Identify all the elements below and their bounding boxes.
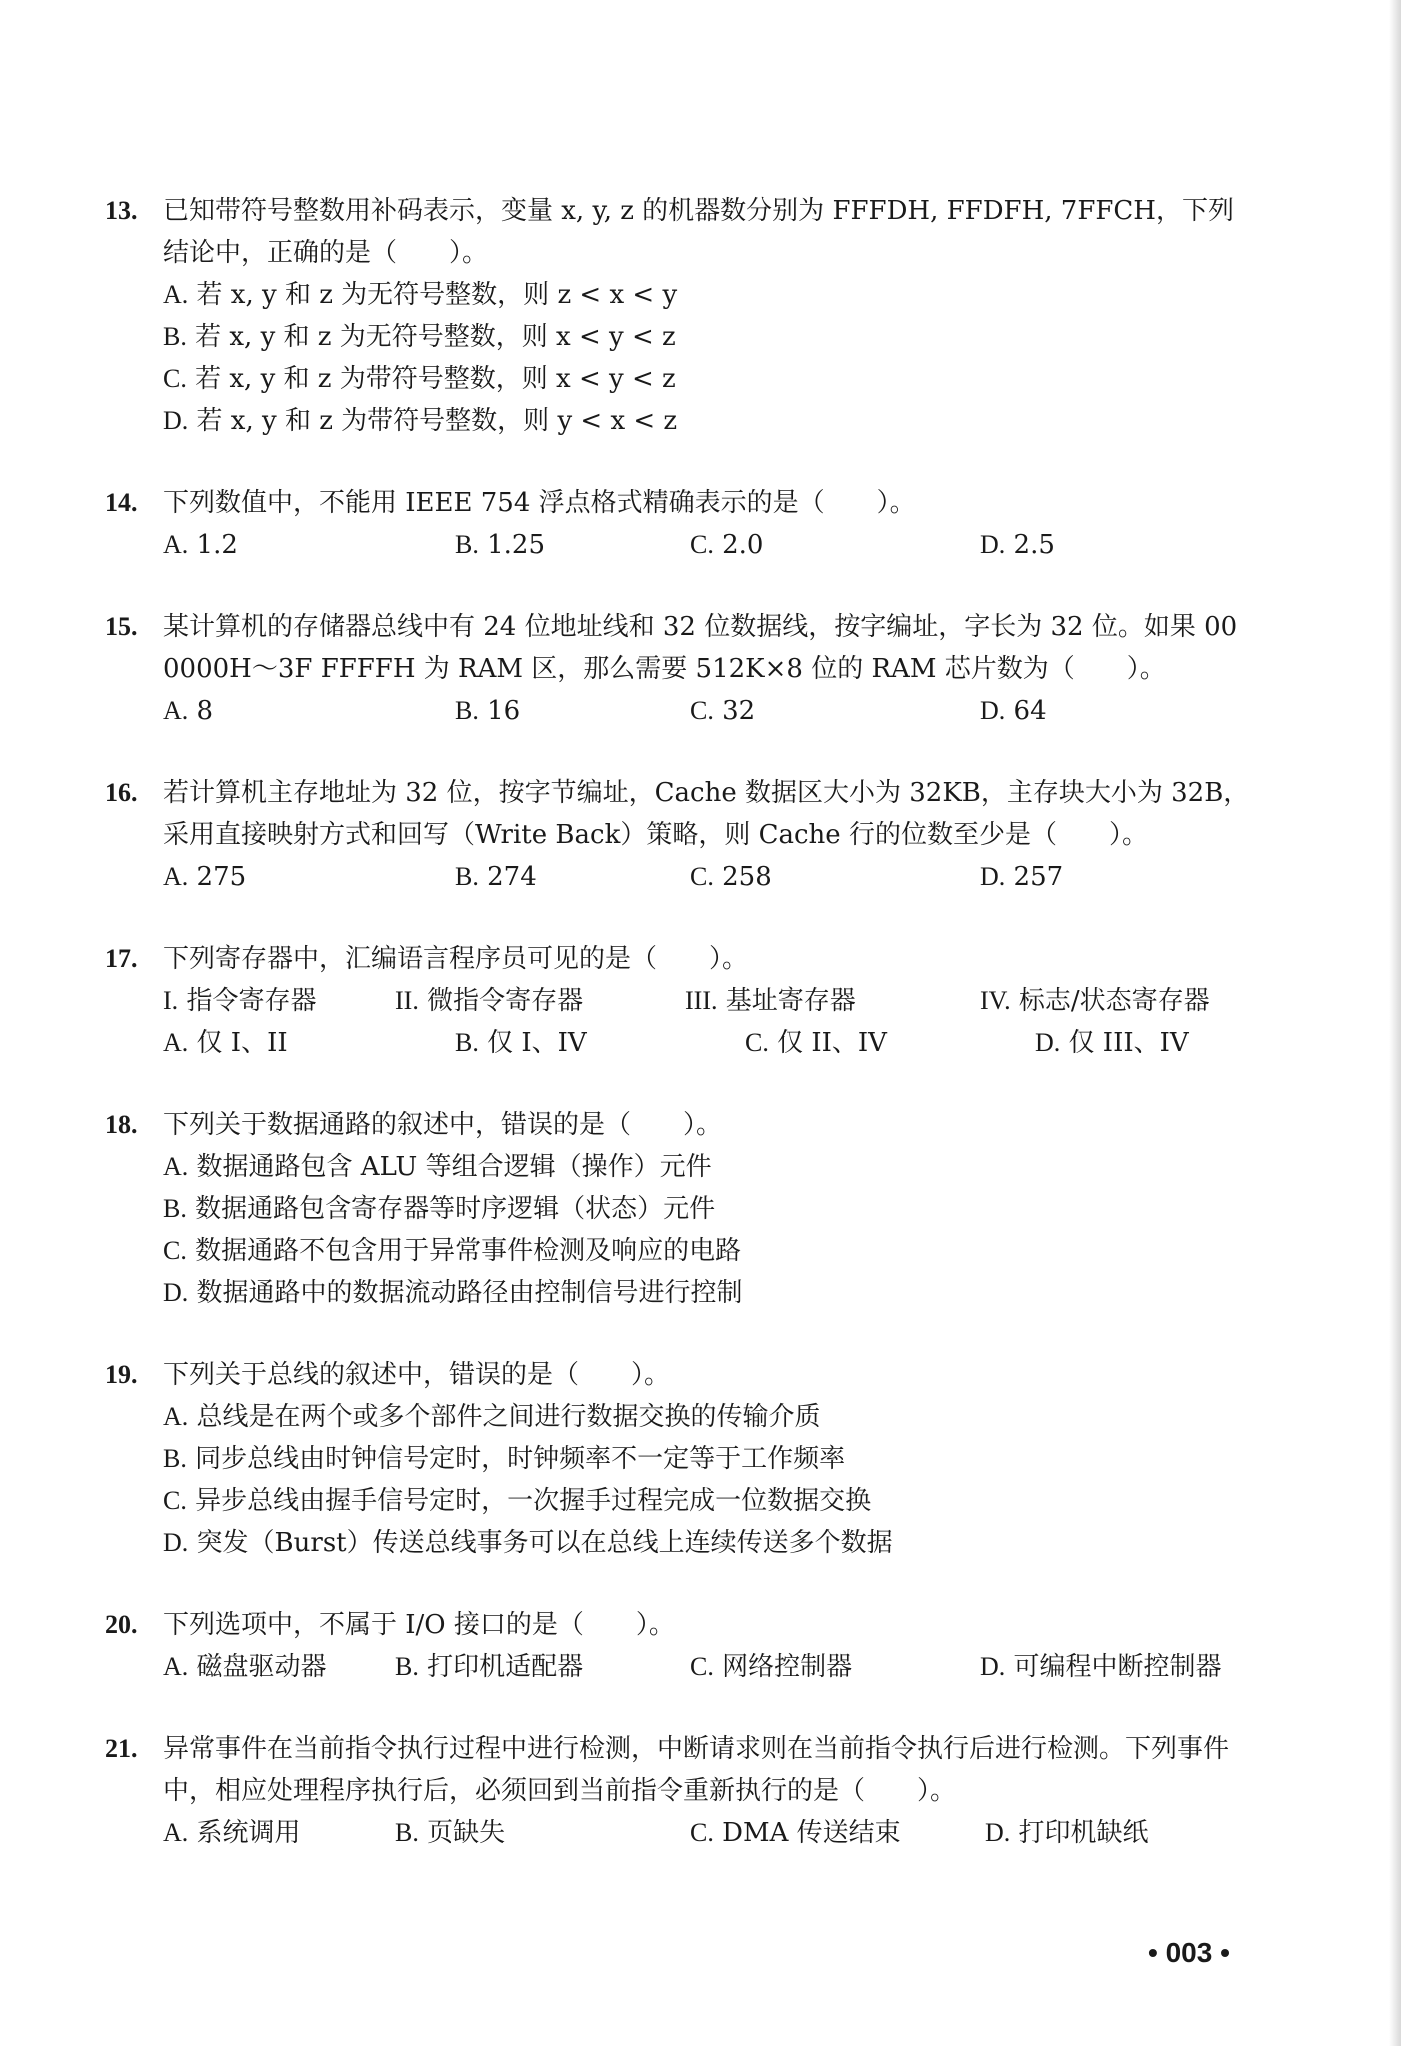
option-text: 若 x, y 和 z 为无符号整数，则 z < x < y (196, 280, 678, 310)
option-a (0, 1146, 1401, 1188)
option-a (163, 1022, 288, 1064)
option-letter: B. (163, 322, 187, 351)
question-15 (0, 606, 1401, 732)
option-text: 突发（Burst）传送总线事务可以在总线上连续传送多个数据 (196, 1528, 893, 1558)
question-20 (0, 1604, 1401, 1688)
question-number: 13. (105, 196, 138, 225)
option-c (0, 1480, 1401, 1522)
options-row (0, 1646, 1401, 1688)
question-stem: 异常事件在当前指令执行过程中进行检测，中断请求则在当前指令执行后进行检测。下列事件中，相应处理程序执行后，必须回到当前指令重新执行的是（ ）。 (163, 1734, 1230, 1806)
option-letter: C. (690, 1818, 714, 1847)
question-list (0, 190, 1401, 1854)
option-text: 275 (196, 862, 247, 892)
item-text: 指令寄存器 (186, 986, 317, 1016)
option-letter: D. (163, 1528, 189, 1557)
option-letter: B. (395, 1652, 419, 1681)
option-letter: C. (163, 1236, 187, 1265)
option-text: 64 (1013, 696, 1047, 726)
option-text: 若 x, y 和 z 为带符号整数，则 x < y < z (195, 364, 676, 394)
question-17 (0, 938, 1401, 1064)
option-d (0, 1522, 1401, 1564)
option-c (745, 1022, 887, 1064)
option-letter: A. (163, 1152, 189, 1181)
item-i (163, 980, 316, 1022)
option-b (0, 1438, 1401, 1480)
question-stem: 下列寄存器中，汇编语言程序员可见的是（ ）。 (163, 944, 749, 974)
option-letter: C. (690, 530, 714, 559)
option-text: 磁盘驱动器 (196, 1652, 327, 1682)
option-letter: A. (163, 1652, 189, 1681)
option-letter: C. (163, 1486, 187, 1515)
option-letter: C. (745, 1028, 769, 1057)
item-numeral: II. (395, 986, 419, 1015)
option-text: 258 (722, 862, 772, 892)
option-letter: B. (455, 530, 479, 559)
question-number: 14. (105, 488, 138, 517)
option-text: 仅 II、IV (777, 1028, 887, 1058)
option-c (690, 524, 763, 566)
option-d (985, 1812, 1149, 1854)
question-16 (0, 772, 1401, 898)
question-number: 20. (105, 1610, 138, 1639)
option-a (163, 1646, 327, 1688)
option-letter: D. (980, 696, 1006, 725)
option-letter: A. (163, 1818, 189, 1847)
option-b (455, 856, 537, 898)
option-text: 可编程中断控制器 (1013, 1652, 1222, 1682)
options-row (0, 524, 1401, 566)
question-stem: 若计算机主存地址为 32 位，按字节编址，Cache 数据区大小为 32KB，主存块大小为 32B，采用直接映射方式和回写（Write Back）策略，则 Cache 行的位数至少是（ ）。 (163, 778, 1250, 850)
option-text: 数据通路包含寄存器等时序逻辑（状态）元件 (195, 1194, 716, 1224)
option-c (690, 1646, 852, 1688)
option-d (980, 524, 1055, 566)
option-a (163, 1812, 301, 1854)
question-number: 15. (105, 612, 138, 641)
option-c (690, 856, 772, 898)
option-text: 同步总线由时钟信号定时，时钟频率不一定等于工作频率 (195, 1444, 846, 1474)
option-letter: B. (455, 1028, 479, 1057)
option-letter: D. (1035, 1028, 1061, 1057)
option-b (395, 1646, 583, 1688)
option-c (690, 690, 755, 732)
option-text: 数据通路不包含用于异常事件检测及响应的电路 (195, 1236, 742, 1266)
options-row (0, 856, 1401, 898)
item-numeral: III. (685, 986, 718, 1015)
option-text: 257 (1013, 862, 1064, 892)
options-row (0, 1022, 1401, 1064)
option-text: DMA 传送结束 (722, 1818, 901, 1848)
option-text: 系统调用 (196, 1818, 301, 1848)
option-d (0, 1272, 1401, 1314)
option-text: 32 (722, 696, 756, 726)
option-text: 网络控制器 (722, 1652, 853, 1682)
question-stem: 下列选项中，不属于 I/O 接口的是（ ）。 (163, 1610, 675, 1640)
item-ii (395, 980, 583, 1022)
option-b (0, 1188, 1401, 1230)
option-b (455, 524, 545, 566)
option-text: 2.5 (1013, 530, 1055, 560)
options-row (0, 1812, 1401, 1854)
item-iii (685, 980, 856, 1022)
options-row (0, 690, 1401, 732)
question-number: 16. (105, 778, 138, 807)
option-text: 总线是在两个或多个部件之间进行数据交换的传输介质 (196, 1402, 821, 1432)
option-text: 数据通路中的数据流动路径由控制信号进行控制 (196, 1278, 743, 1308)
option-letter: C. (690, 696, 714, 725)
option-letter: D. (163, 1278, 189, 1307)
option-d (0, 400, 1401, 442)
option-d (980, 1646, 1222, 1688)
option-a (163, 690, 213, 732)
option-letter: D. (163, 406, 189, 435)
question-stem: 已知带符号整数用补码表示，变量 x, y, z 的机器数分别为 FFFDH, FFDFH, 7FFCH，下列结论中，正确的是（ ）。 (163, 196, 1234, 268)
option-letter: A. (163, 862, 189, 891)
option-c (690, 1812, 901, 1854)
option-letter: D. (980, 862, 1006, 891)
option-letter: B. (455, 696, 479, 725)
option-letter: C. (163, 364, 187, 393)
item-iv (980, 980, 1210, 1022)
option-text: 274 (487, 862, 537, 892)
option-d (1035, 1022, 1189, 1064)
question-number: 18. (105, 1110, 138, 1139)
option-letter: B. (163, 1194, 187, 1223)
option-text: 打印机缺纸 (1018, 1818, 1149, 1848)
item-text: 基址寄存器 (725, 986, 856, 1016)
option-d (980, 856, 1063, 898)
option-a (0, 1396, 1401, 1438)
item-numeral: I. (163, 986, 179, 1015)
question-19 (0, 1354, 1401, 1564)
option-letter: A. (163, 1402, 189, 1431)
item-text: 微指令寄存器 (427, 986, 584, 1016)
question-14 (0, 482, 1401, 566)
option-text: 1.2 (196, 530, 238, 560)
option-letter: D. (980, 1652, 1006, 1681)
question-number: 19. (105, 1360, 138, 1389)
option-b (0, 316, 1401, 358)
page-number: • 003 • (1148, 1937, 1230, 1968)
option-letter: D. (985, 1818, 1011, 1847)
option-a (0, 274, 1401, 316)
option-a (163, 524, 238, 566)
option-text: 1.25 (487, 530, 545, 560)
option-letter: A. (163, 1028, 189, 1057)
option-a (163, 856, 246, 898)
option-text: 若 x, y 和 z 为带符号整数，则 y < x < z (196, 406, 678, 436)
option-text: 仅 I、IV (487, 1028, 587, 1058)
option-c (0, 1230, 1401, 1272)
option-letter: C. (690, 1652, 714, 1681)
option-text: 页缺失 (427, 1818, 506, 1848)
question-18 (0, 1104, 1401, 1314)
question-number: 17. (105, 944, 138, 973)
option-letter: D. (980, 530, 1006, 559)
option-text: 打印机适配器 (427, 1652, 584, 1682)
option-letter: A. (163, 696, 189, 725)
option-text: 16 (487, 696, 521, 726)
option-text: 数据通路包含 ALU 等组合逻辑（操作）元件 (196, 1152, 712, 1182)
option-b (455, 1022, 587, 1064)
option-c (0, 358, 1401, 400)
question-stem: 下列关于总线的叙述中，错误的是（ ）。 (163, 1360, 671, 1390)
option-text: 8 (196, 696, 214, 726)
option-text: 2.0 (722, 530, 764, 560)
option-letter: C. (690, 862, 714, 891)
option-letter: B. (395, 1818, 419, 1847)
option-letter: B. (455, 862, 479, 891)
option-letter: B. (163, 1444, 187, 1473)
option-text: 仅 I、II (196, 1028, 288, 1058)
option-text: 若 x, y 和 z 为无符号整数，则 x < y < z (195, 322, 676, 352)
item-text: 标志/状态寄存器 (1018, 986, 1210, 1016)
option-b (455, 690, 520, 732)
option-text: 仅 III、IV (1068, 1028, 1189, 1058)
question-21 (0, 1728, 1401, 1854)
item-numeral: IV. (980, 986, 1011, 1015)
question-stem: 某计算机的存储器总线中有 24 位地址线和 32 位数据线，按字编址，字长为 32 位。如果 00 0000H～3F FFFFH 为 RAM 区，那么需要 512K×8 位的 RAM 芯片数为（ ）。 (163, 612, 1238, 684)
question-13 (0, 190, 1401, 442)
option-b (395, 1812, 505, 1854)
items-row (0, 980, 1401, 1022)
question-stem: 下列关于数据通路的叙述中，错误的是（ ）。 (163, 1110, 723, 1140)
option-d (980, 690, 1047, 732)
option-text: 异步总线由握手信号定时，一次握手过程完成一位数据交换 (195, 1486, 872, 1516)
option-letter: A. (163, 530, 189, 559)
option-letter: A. (163, 280, 189, 309)
question-stem: 下列数值中，不能用 IEEE 754 浮点格式精确表示的是（ ）。 (163, 488, 916, 518)
question-number: 21. (105, 1734, 138, 1763)
